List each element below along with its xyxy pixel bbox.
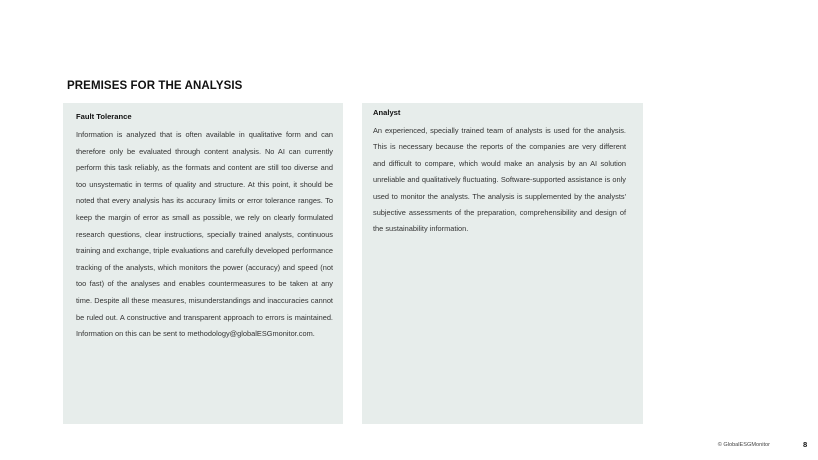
analyst-panel bbox=[362, 103, 643, 424]
analyst-heading: Analyst bbox=[373, 108, 401, 117]
fault-tolerance-text: Information is analyzed that is often available in qualitative form and can therefore only be evaluated through content analysis. No AI can currently perform this task reliably, as the formats and content are still too diverse and too unsystematic in terms of quality and structure. At this point, it should be noted that every analysis has its accuracy limits or error tolerance ranges. To keep the margin of error as small as possible, we rely on clearly formulated research questions, clear instructions, specially trained analysts, continuous training and exchange, triple evaluations and carefully developed performance tracking of the analysts, which monitors the power (accuracy) and speed (not too fast) of the analyses and enables countermeasures to be taken at any time. Despite all these measures, misunderstandings and inaccuracies cannot be ruled out. A constructive and transparent approach to errors is maintained. Information on this can be sent to methodology@globalESGmonitor.com. bbox=[76, 130, 333, 339]
fault-tolerance-heading: Fault Tolerance bbox=[76, 112, 132, 121]
analyst-text: An experienced, specially trained team of analysts is used for the analysis. This is necessary because the reports of the companies are very different and difficult to compare, which would make an analysis by an AI solution unreliable and qualitatively fluctuating. Software-supported assistance is only used to monitor the analysts. The analysis is supplemented by the analysts' subjective assessments of the preparation, comprehensibility and design of the sustainability information. bbox=[373, 126, 626, 234]
page-number: 8 bbox=[803, 440, 808, 449]
fault-tolerance-panel bbox=[63, 103, 343, 424]
footer-copyright: © GlobalESGMonitor bbox=[717, 442, 770, 448]
page-title: PREMISES FOR THE ANALYSIS bbox=[67, 80, 243, 92]
